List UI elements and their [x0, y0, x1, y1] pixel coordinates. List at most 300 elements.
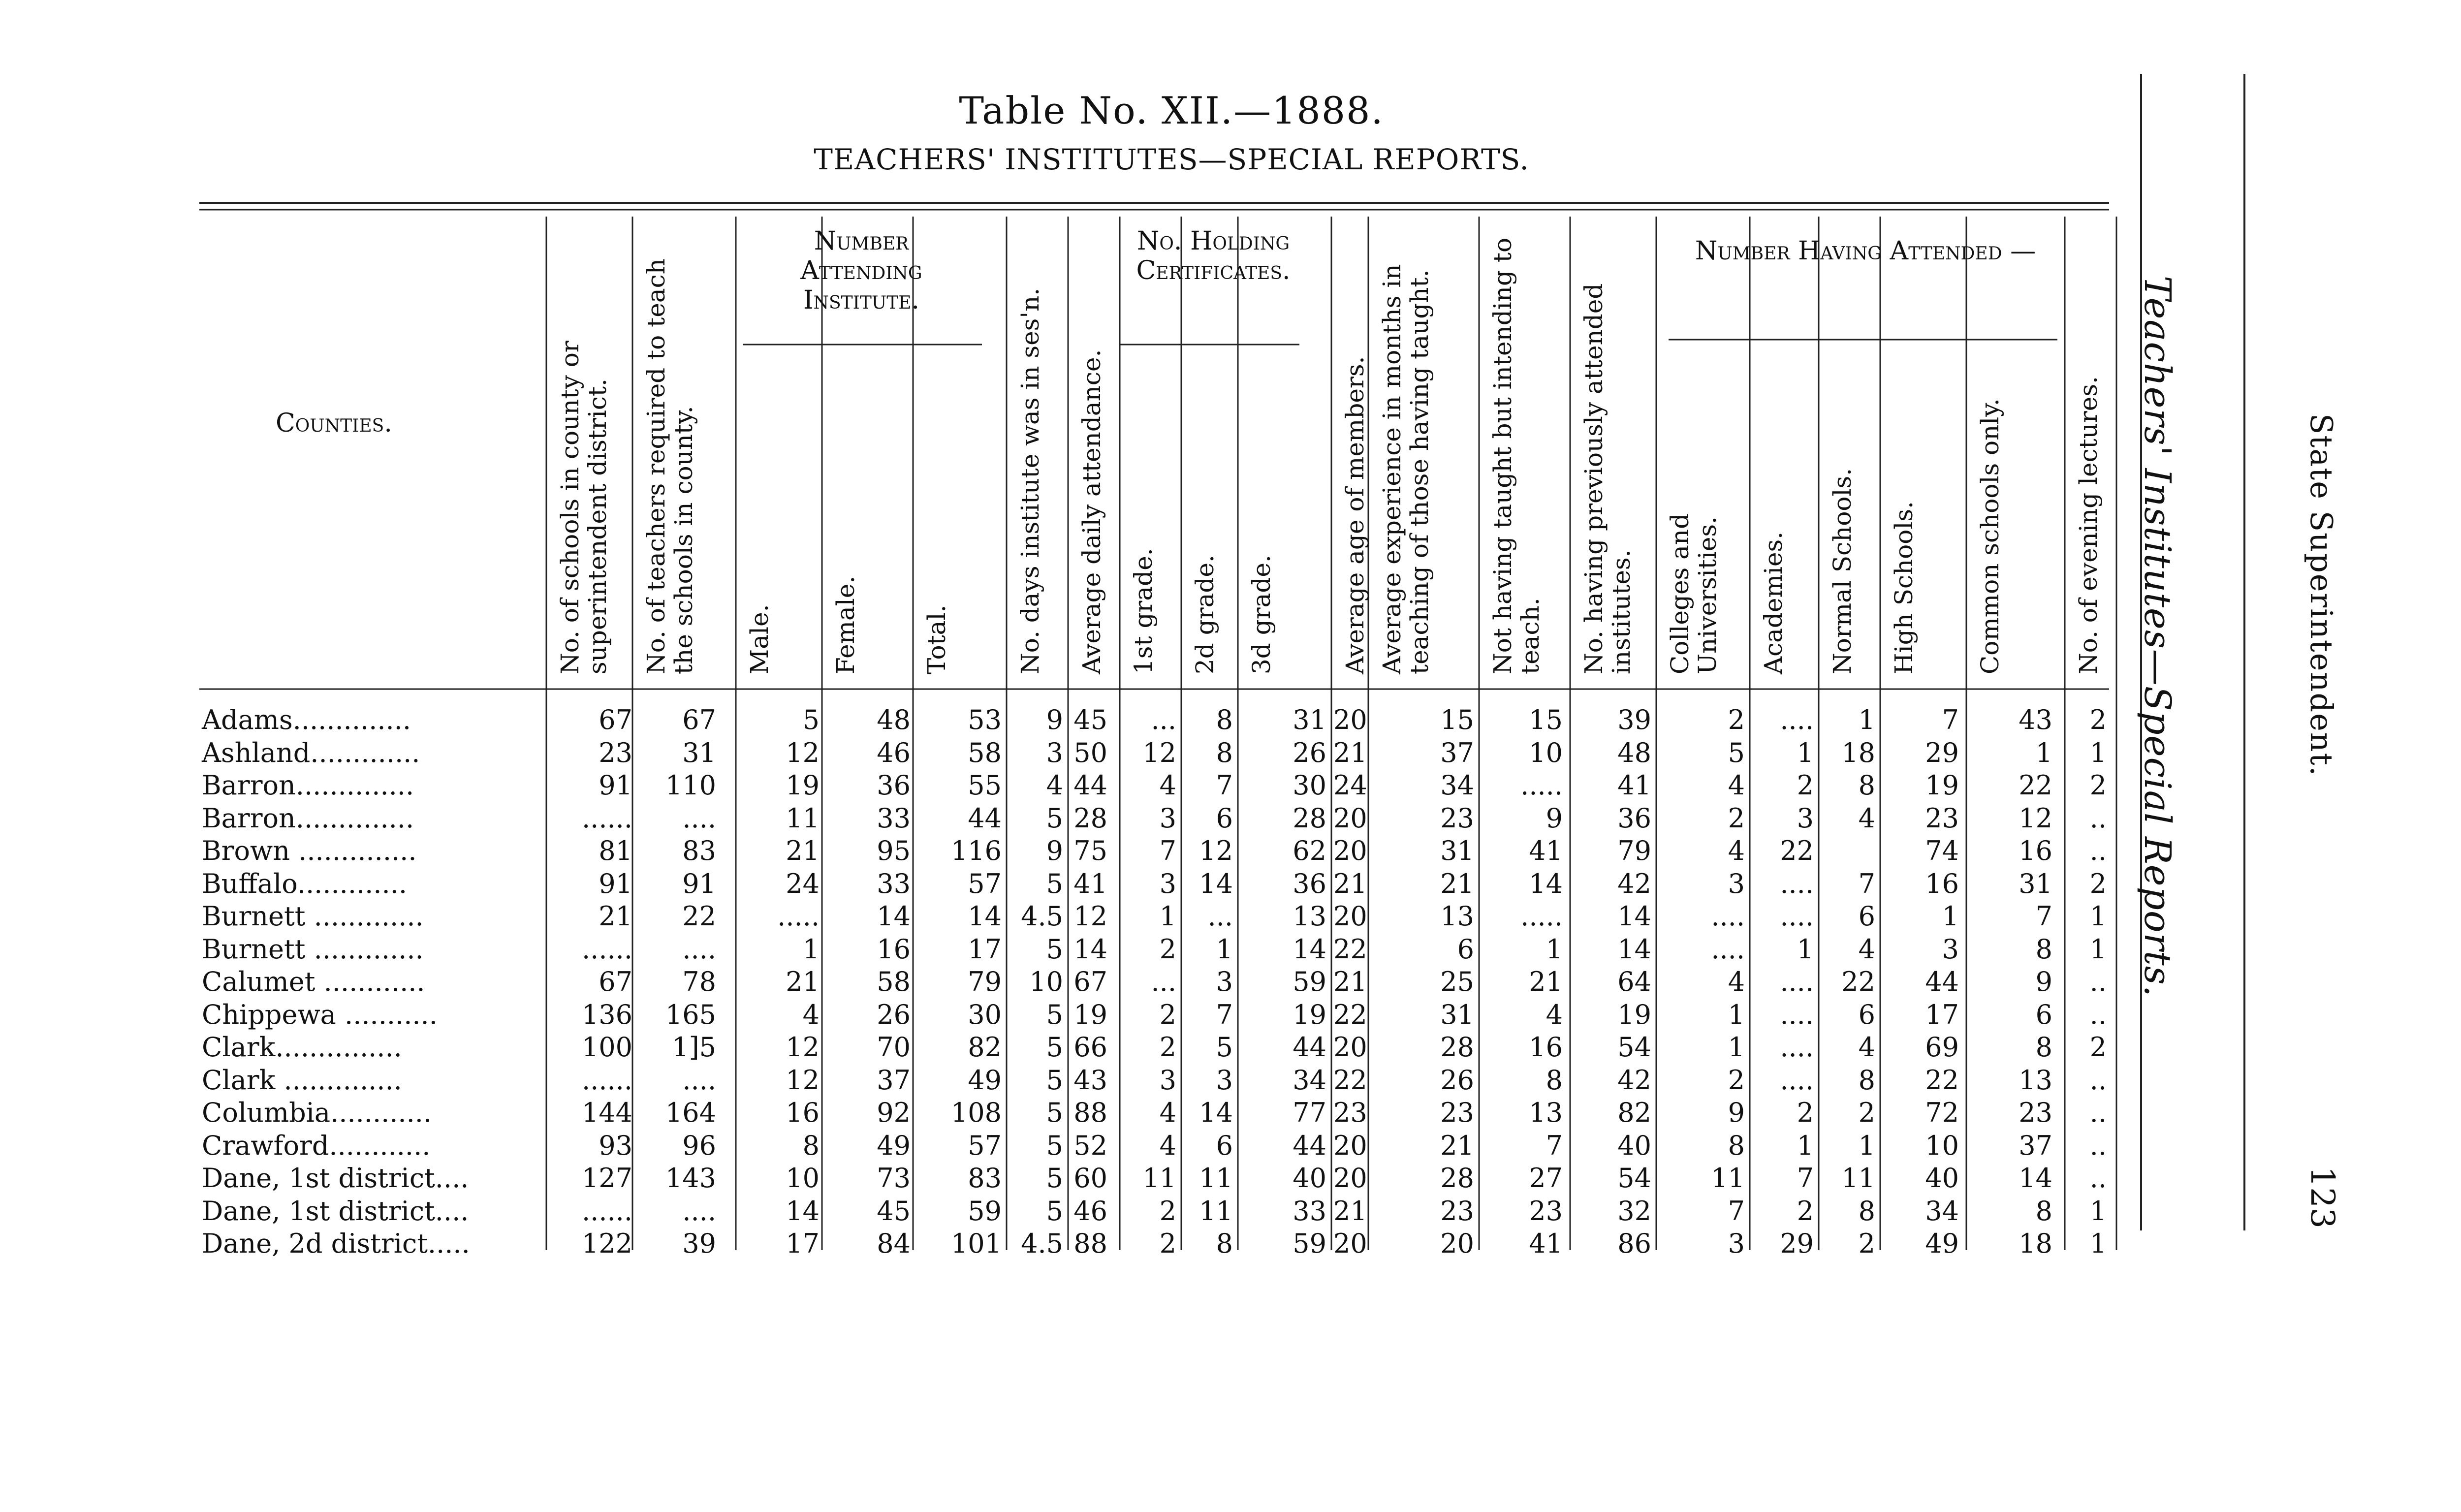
- table-cell: ..: [2089, 1130, 2107, 1161]
- table-cell: 14: [877, 901, 911, 932]
- table-cell: 93: [599, 1130, 632, 1161]
- table-cell: 22: [1333, 999, 1367, 1030]
- table-cell: 40: [1293, 1163, 1326, 1194]
- table-cell: ..: [2089, 1163, 2107, 1194]
- column-header: Average age of members.: [1341, 356, 1369, 674]
- table-cell: 5: [1046, 1032, 1063, 1063]
- county-name: Clark ..............: [202, 1064, 402, 1096]
- table-cell: 20: [1333, 1032, 1367, 1063]
- table-cell: 82: [1617, 1097, 1651, 1128]
- table-cell: 43: [1073, 1064, 1107, 1096]
- table-cell: 1: [1728, 1032, 1745, 1063]
- table-cell: 1: [1797, 737, 1814, 768]
- table-cell: 7: [2035, 901, 2052, 932]
- table-cell: 22: [1333, 1064, 1367, 1096]
- table-cell: ....: [1780, 901, 1814, 932]
- table-cell: 88: [1073, 1097, 1107, 1128]
- county-name: Dane, 1st district....: [202, 1163, 469, 1194]
- table-cell: ....: [1780, 704, 1814, 735]
- table-cell: ....: [1780, 999, 1814, 1030]
- table-cell: 16: [786, 1097, 820, 1128]
- table-cell: 12: [2019, 802, 2052, 834]
- table-cell: 165: [665, 999, 716, 1030]
- table-cell: 21: [1440, 1130, 1474, 1161]
- table-cell: ....: [1780, 1032, 1814, 1063]
- table-cell: 2: [1797, 770, 1814, 801]
- table-cell: 1: [2089, 1228, 2107, 1259]
- table-cell: 10: [786, 1163, 820, 1194]
- table-cell: 1]5: [672, 1032, 716, 1063]
- table-cell: 28: [1293, 802, 1326, 834]
- table-cell: 28: [1073, 802, 1107, 834]
- table-cell: 59: [968, 1195, 1002, 1227]
- column-header: Female.: [831, 575, 860, 674]
- table-cell: 14: [1617, 901, 1651, 932]
- table-cell: 127: [581, 1163, 632, 1194]
- table-cell: 36: [1293, 868, 1326, 899]
- table-cell: 21: [1333, 1195, 1367, 1227]
- table-cell: 3: [1216, 1064, 1233, 1096]
- table-cell: 21: [1333, 868, 1367, 899]
- table-cell: ....: [682, 802, 716, 834]
- table-cell: 116: [950, 835, 1002, 866]
- table-cell: 2: [1728, 1064, 1745, 1096]
- table-cell: 9: [1728, 1097, 1745, 1128]
- table-cell: 33: [1293, 1195, 1326, 1227]
- table-cell: 86: [1617, 1228, 1651, 1259]
- county-name: Barron..............: [202, 802, 414, 834]
- table-cell: 3: [1728, 868, 1745, 899]
- table-cell: 29: [1925, 737, 1959, 768]
- column-header: 2d grade.: [1191, 555, 1219, 674]
- table-cell: ....: [682, 933, 716, 965]
- table-cell: ......: [582, 1064, 632, 1096]
- table-cell: 18: [1841, 737, 1875, 768]
- table-cell: 1: [1797, 1130, 1814, 1161]
- table-cell: 2: [1159, 1195, 1176, 1227]
- table-cell: 10: [1925, 1130, 1959, 1161]
- table-cell: 21: [1529, 966, 1563, 997]
- table-cell: 91: [599, 770, 632, 801]
- table-cell: 13: [1440, 901, 1474, 932]
- table-cell: 2: [2089, 770, 2107, 801]
- table-cell: 92: [877, 1097, 911, 1128]
- table-cell: 12: [1142, 737, 1176, 768]
- column-header: Common schools only.: [1976, 398, 2004, 674]
- table-cell: 5: [1046, 802, 1063, 834]
- table-cell: 11: [1199, 1163, 1233, 1194]
- table-cell: 4: [1728, 770, 1745, 801]
- column-header: Male.: [745, 604, 774, 674]
- table-cell: 4.5: [1021, 901, 1063, 932]
- county-name: Dane, 1st district....: [202, 1195, 469, 1227]
- table-cell: 48: [1617, 737, 1651, 768]
- table-cell: 8: [1858, 1195, 1875, 1227]
- table-cell: 13: [2019, 1064, 2052, 1096]
- table-cell: 73: [877, 1163, 911, 1194]
- table-cell: 20: [1440, 1228, 1474, 1259]
- table-cell: 8: [1216, 704, 1233, 735]
- table-cell: 2: [1797, 1097, 1814, 1128]
- table-cell: 42: [1617, 868, 1651, 899]
- table-cell: 55: [968, 770, 1002, 801]
- table-cell: 1: [2089, 737, 2107, 768]
- table-cell: 2: [2089, 1032, 2107, 1063]
- column-header: No. having previously attended institutes.: [1579, 283, 1636, 674]
- table-cell: 23: [1440, 802, 1474, 834]
- table-cell: 67: [1073, 966, 1107, 997]
- table-cell: ....: [1780, 966, 1814, 997]
- column-header: 1st grade.: [1129, 548, 1158, 674]
- table-cell: 7: [1858, 868, 1875, 899]
- table-cell: 8: [1216, 1228, 1233, 1259]
- county-name: Buffalo.............: [202, 868, 407, 899]
- table-cell: 11: [1841, 1163, 1875, 1194]
- county-name: Crawford............: [202, 1130, 431, 1161]
- table-cell: 23: [599, 737, 632, 768]
- county-name: Ashland.............: [202, 737, 420, 768]
- table-cell: ..: [2089, 999, 2107, 1030]
- table-cell: 10: [1029, 966, 1063, 997]
- number-attending-header: Number Attending Institute.: [800, 226, 922, 315]
- table-cell: 77: [1293, 1097, 1326, 1128]
- table-cell: 4: [1728, 835, 1745, 866]
- table-cell: 34: [1440, 770, 1474, 801]
- table-cell: 78: [682, 966, 716, 997]
- table-cell: 59: [1293, 1228, 1326, 1259]
- county-name: Chippewa ...........: [202, 999, 438, 1030]
- table-cell: 1: [1546, 933, 1563, 965]
- table-cell: 8: [1216, 737, 1233, 768]
- table-cell: 3: [1728, 1228, 1745, 1259]
- table-cell: 11: [1142, 1163, 1176, 1194]
- table-cell: 22: [1841, 966, 1875, 997]
- table-cell: 58: [968, 737, 1002, 768]
- table-cell: 91: [599, 868, 632, 899]
- table-cell: 19: [1617, 999, 1651, 1030]
- column-header: No. of evening lectures.: [2074, 376, 2103, 674]
- table-cell: 3: [1046, 737, 1063, 768]
- table-cell: ......: [582, 933, 632, 965]
- table-cell: ....: [682, 1195, 716, 1227]
- table-cell: 54: [1617, 1163, 1651, 1194]
- table-cell: 31: [1293, 704, 1326, 735]
- table-cell: 122: [581, 1228, 632, 1259]
- column-header: 3d grade.: [1247, 555, 1276, 674]
- table-cell: ..: [2089, 835, 2107, 866]
- table-cell: 3: [1159, 868, 1176, 899]
- table-cell: 19: [1925, 770, 1959, 801]
- table-cell: 36: [877, 770, 911, 801]
- table-cell: 143: [665, 1163, 716, 1194]
- table-cell: 6: [1858, 999, 1875, 1030]
- table-cell: 32: [1617, 1195, 1651, 1227]
- table-cell: 31: [1440, 835, 1474, 866]
- table-cell: 19: [1293, 999, 1326, 1030]
- table-cell: 17: [968, 933, 1002, 965]
- table-cell: 14: [1529, 868, 1563, 899]
- table-cell: 69: [1925, 1032, 1959, 1063]
- column-header: Normal Schools.: [1828, 468, 1857, 674]
- table-cell: 164: [665, 1097, 716, 1128]
- table-cell: 16: [2019, 835, 2052, 866]
- table-cell: 27: [1529, 1163, 1563, 1194]
- table-cell: 12: [786, 737, 820, 768]
- table-cell: 41: [1529, 835, 1563, 866]
- table-cell: 21: [1333, 966, 1367, 997]
- table-cell: ..: [2089, 1097, 2107, 1128]
- table-cell: 19: [1073, 999, 1107, 1030]
- table-cell: 5: [1046, 1130, 1063, 1161]
- table-cell: 18: [2019, 1228, 2052, 1259]
- table-cell: 100: [581, 1032, 632, 1063]
- table-cell: 22: [1780, 835, 1814, 866]
- table-cell: .....: [1520, 901, 1563, 932]
- table-cell: 20: [1333, 802, 1367, 834]
- table-cell: ......: [582, 802, 632, 834]
- table-cell: 48: [877, 704, 911, 735]
- table-cell: 4: [1046, 770, 1063, 801]
- county-name: Calumet ............: [202, 966, 425, 997]
- county-name: Dane, 2d district.....: [202, 1228, 470, 1259]
- number-having-attended-header: Number Having Attended —: [1695, 236, 2036, 266]
- table-cell: 72: [1925, 1097, 1959, 1128]
- table-cell: 20: [1333, 835, 1367, 866]
- table-cell: 37: [2019, 1130, 2052, 1161]
- table-cell: 17: [1925, 999, 1959, 1030]
- table-cell: ....: [682, 1064, 716, 1096]
- column-header: No. days institute was in ses'n.: [1016, 287, 1044, 674]
- table-cell: 46: [877, 737, 911, 768]
- table-cell: 45: [1073, 704, 1107, 735]
- table-cell: 17: [786, 1228, 820, 1259]
- table-cell: 83: [968, 1163, 1002, 1194]
- table-cell: 44: [968, 802, 1002, 834]
- table-cell: 8: [1858, 1064, 1875, 1096]
- table-cell: 9: [1046, 835, 1063, 866]
- table-cell: 23: [1925, 802, 1959, 834]
- table-cell: 41: [1617, 770, 1651, 801]
- table-cell: 4: [1858, 1032, 1875, 1063]
- table-cell: 12: [1199, 835, 1233, 866]
- table-cell: 3: [1942, 933, 1959, 965]
- table-cell: 4: [1159, 770, 1176, 801]
- table-cell: 33: [877, 802, 911, 834]
- table-cell: 7: [1159, 835, 1176, 866]
- table-cell: 4: [1546, 999, 1563, 1030]
- table-cell: 23: [2019, 1097, 2052, 1128]
- table-cell: 95: [877, 835, 911, 866]
- table-cell: 7: [1942, 704, 1959, 735]
- table-cell: 26: [1293, 737, 1326, 768]
- table-cell: 40: [1925, 1163, 1959, 1194]
- table-cell: 14: [1199, 1097, 1233, 1128]
- table-cell: 30: [1293, 770, 1326, 801]
- table-cell: 23: [1440, 1097, 1474, 1128]
- table-cell: 1: [2089, 1195, 2107, 1227]
- table-cell: 23: [1440, 1195, 1474, 1227]
- table-cell: 41: [1529, 1228, 1563, 1259]
- table-cell: 14: [2019, 1163, 2052, 1194]
- table-cell: 20: [1333, 1228, 1367, 1259]
- table-cell: 5: [802, 704, 820, 735]
- table-cell: 6: [1858, 901, 1875, 932]
- table-cell: 14: [1199, 868, 1233, 899]
- table-cell: 8: [2035, 1032, 2052, 1063]
- table-cell: 4.5: [1021, 1228, 1063, 1259]
- table-cell: 4: [1159, 1130, 1176, 1161]
- table-cell: 13: [1529, 1097, 1563, 1128]
- table-cell: 9: [1546, 802, 1563, 834]
- table-cell: 1: [1728, 999, 1745, 1030]
- table-cell: 6: [1457, 933, 1474, 965]
- table-cell: 66: [1073, 1032, 1107, 1063]
- table-cell: 20: [1333, 1130, 1367, 1161]
- table-cell: 8: [1858, 770, 1875, 801]
- table-cell: 37: [877, 1064, 911, 1096]
- table-cell: 7: [1546, 1130, 1563, 1161]
- table-cell: 4: [1159, 1097, 1176, 1128]
- table-cell: 12: [786, 1064, 820, 1096]
- table-cell: ....: [1711, 901, 1745, 932]
- table-cell: 16: [1925, 868, 1959, 899]
- table-cell: 39: [682, 1228, 716, 1259]
- side-running-title: Teachers' Institutes—Special Reports.: [2136, 276, 2178, 998]
- table-cell: 8: [1728, 1130, 1745, 1161]
- table-cell: 41: [1073, 868, 1107, 899]
- table-cell: 20: [1333, 704, 1367, 735]
- page-number: 123: [2303, 1166, 2341, 1228]
- column-header: No. of schools in county or superintendent district.: [556, 341, 612, 674]
- table-cell: 2: [1159, 933, 1176, 965]
- table-cell: 22: [1925, 1064, 1959, 1096]
- table-cell: 96: [682, 1130, 716, 1161]
- table-cell: 16: [1529, 1032, 1563, 1063]
- table-cell: 36: [1617, 802, 1651, 834]
- table-cell: 19: [786, 770, 820, 801]
- table-cell: 44: [1925, 966, 1959, 997]
- column-header: Total.: [922, 604, 951, 674]
- column-header: Not having taught but intending to teach.: [1488, 237, 1545, 674]
- table-cell: 53: [968, 704, 1002, 735]
- table-cell: 2: [2089, 704, 2107, 735]
- page-subtitle: TEACHERS' INSTITUTES—SPECIAL REPORTS.: [814, 143, 1529, 176]
- table-cell: 8: [2035, 1195, 2052, 1227]
- table-cell: 21: [599, 901, 632, 932]
- table-cell: 67: [682, 704, 716, 735]
- table-cell: 26: [877, 999, 911, 1030]
- table-cell: 2: [1858, 1097, 1875, 1128]
- county-name: Burnett .............: [202, 933, 424, 965]
- table-cell: 75: [1073, 835, 1107, 866]
- table-cell: 2: [1159, 1228, 1176, 1259]
- table-cell: 62: [1293, 835, 1326, 866]
- table-cell: 49: [968, 1064, 1002, 1096]
- table-cell: 44: [1073, 770, 1107, 801]
- table-cell: 6: [2035, 999, 2052, 1030]
- table-cell: 108: [950, 1097, 1002, 1128]
- table-cell: 21: [1333, 737, 1367, 768]
- table-cell: 49: [1925, 1228, 1959, 1259]
- table-cell: 3: [1216, 966, 1233, 997]
- table-cell: 45: [877, 1195, 911, 1227]
- table-cell: 1: [2035, 737, 2052, 768]
- table-cell: 110: [665, 770, 716, 801]
- table-cell: 1: [1858, 704, 1875, 735]
- county-name: Brown ..............: [202, 835, 417, 866]
- table-cell: 20: [1333, 901, 1367, 932]
- table-cell: 10: [1529, 737, 1563, 768]
- table-cell: 2: [1728, 704, 1745, 735]
- table-cell: 5: [1728, 737, 1745, 768]
- table-cell: 30: [968, 999, 1002, 1030]
- table-cell: 6: [1216, 802, 1233, 834]
- table-cell: 70: [877, 1032, 911, 1063]
- table-cell: 4: [1858, 933, 1875, 965]
- county-name: Adams..............: [202, 704, 411, 735]
- counties-header: Counties.: [276, 409, 392, 438]
- table-cell: 2: [1159, 1032, 1176, 1063]
- table-cell: 6: [1216, 1130, 1233, 1161]
- table-cell: 79: [968, 966, 1002, 997]
- table-cell: 20: [1333, 1163, 1367, 1194]
- table-cell: 23: [1333, 1097, 1367, 1128]
- column-header: Academies.: [1759, 531, 1788, 674]
- table-cell: 44: [1293, 1130, 1326, 1161]
- table-cell: 60: [1073, 1163, 1107, 1194]
- no-holding-header: No. Holding Certificates.: [1136, 226, 1291, 285]
- table-cell: 34: [1925, 1195, 1959, 1227]
- table-cell: 43: [2019, 704, 2052, 735]
- table-cell: 7: [1728, 1195, 1745, 1227]
- table-cell: 11: [786, 802, 820, 834]
- table-cell: 14: [1293, 933, 1326, 965]
- table-cell: 39: [1617, 704, 1651, 735]
- table-cell: ...: [1151, 704, 1176, 735]
- column-header: Average daily attendance.: [1077, 349, 1106, 674]
- column-header: Average experience in months in teaching of those having taught.: [1378, 264, 1434, 674]
- table-cell: 5: [1046, 1163, 1063, 1194]
- table-cell: 54: [1617, 1032, 1651, 1063]
- table-cell: 50: [1073, 737, 1107, 768]
- table-cell: 136: [581, 999, 632, 1030]
- table-cell: ..: [2089, 802, 2107, 834]
- table-cell: 11: [1199, 1195, 1233, 1227]
- table-cell: 88: [1073, 1228, 1107, 1259]
- table-cell: 1: [1797, 933, 1814, 965]
- table-cell: 79: [1617, 835, 1651, 866]
- side-section-title: State Superintendent.: [2303, 413, 2339, 777]
- table-cell: 5: [1046, 1195, 1063, 1227]
- table-cell: 21: [1440, 868, 1474, 899]
- column-header: High Schools.: [1890, 501, 1918, 674]
- table-cell: 57: [968, 868, 1002, 899]
- table-cell: ....: [1780, 1064, 1814, 1096]
- table-cell: 40: [1617, 1130, 1651, 1161]
- table-cell: 12: [1073, 901, 1107, 932]
- table-cell: 8: [1546, 1064, 1563, 1096]
- table-cell: 15: [1440, 704, 1474, 735]
- table-cell: 21: [786, 835, 820, 866]
- table-cell: 34: [1293, 1064, 1326, 1096]
- table-cell: 16: [877, 933, 911, 965]
- table-cell: 1: [1159, 901, 1176, 932]
- table-cell: 1: [1858, 1130, 1875, 1161]
- table-cell: 26: [1440, 1064, 1474, 1096]
- table-cell: 101: [950, 1228, 1002, 1259]
- table-cell: ......: [582, 1195, 632, 1227]
- table-cell: 67: [599, 704, 632, 735]
